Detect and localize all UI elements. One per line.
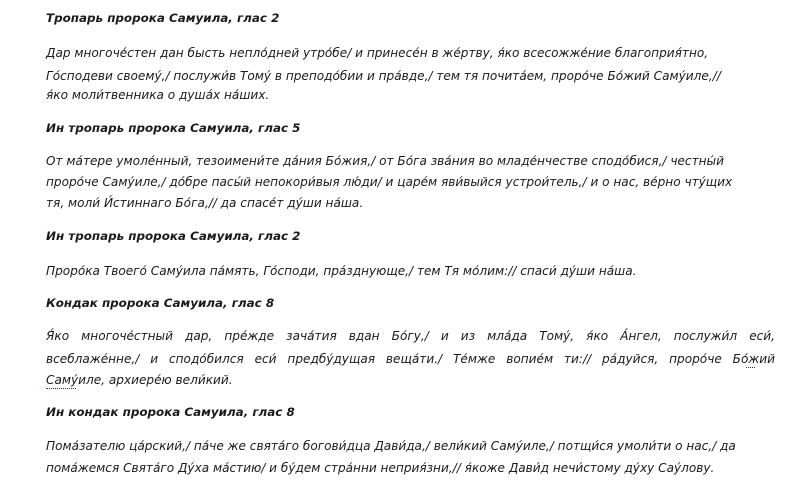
text-line: пома́жемся Свята́го Ду́ха ма́стию/ и бу́дем стра́нни неприя́зни,// я́коже Дави́д нечи́стому ду́ху Сау́лову.	[46, 461, 715, 475]
text-line: От ма́тере умоле́нный, тезоимени́те да́ния Бо́жия,/ от Бо́га зва́ния во младе́нчестве сподо́бися,/ честны́й	[46, 154, 724, 168]
text-line: Я́ко многоче́стный дар, пре́жде зача́тия вдан Бо́гу,/ и из мла́да Тому́, я́ко А́нгел, послужи́л еси́,	[46, 329, 775, 343]
section-title: Ин тропарь пророка Самуила, глас 2	[46, 229, 301, 243]
section-title: Ин тропарь пророка Самуила, глас 5	[46, 121, 301, 135]
spellcheck-underline	[746, 364, 755, 368]
section-title: Ин кондак пророка Самуила, глас 8	[46, 405, 295, 419]
text-line: я́ко моли́твенника о душа́х на́ших.	[46, 88, 270, 102]
text-line: всеблаже́нне,/ и сподо́бился еси́ предбу́дущая веща́ти./ Те́мже вопие́м ти:// ра́дуйся, проро́че Бо́жий	[46, 352, 775, 366]
text-line: тя, моли́ И́стиннаго Бо́га,// да спасе́т ду́ши на́ша.	[46, 196, 364, 210]
text-line: проро́че Саму́иле,/ до́бре пасы́й непокори́выя лю́ди/ и царе́м яви́выйся устрои́тель,/ и о нас, ве́рно чту́щих	[46, 175, 733, 189]
text-line: Дар многоче́стен дан бысть непло́дней утро́бе/ и принесе́н в же́ртву, я́ко всесожже́ние благоприя́тно,	[46, 46, 709, 60]
spellcheck-underline	[46, 385, 76, 389]
text-line: Саму́иле, архиере́ю вели́кий.	[46, 373, 233, 387]
section-title: Кондак пророка Самуила, глас 8	[46, 296, 275, 310]
text-line: Го́сподеви своему́,/ послужи́в Тому́ в преподо́бии и пра́вде,/ тем тя почита́ем, проро́че Бо́жий Саму́иле,//	[46, 69, 721, 83]
text-line: Проро́ка Твоего́ Саму́ила па́мять, Го́споди, пра́зднующе,/ тем Тя мо́лим:// спаси́ ду́ши на́ша.	[46, 264, 637, 278]
section-title: Тропарь пророка Самуила, глас 2	[46, 11, 280, 25]
text-line: Пома́зателю ца́рский,/ па́че же свята́го богови́дца Дави́да,/ вели́кий Саму́иле,/ потщи́ся умоли́ти о нас,/ да	[46, 439, 736, 453]
